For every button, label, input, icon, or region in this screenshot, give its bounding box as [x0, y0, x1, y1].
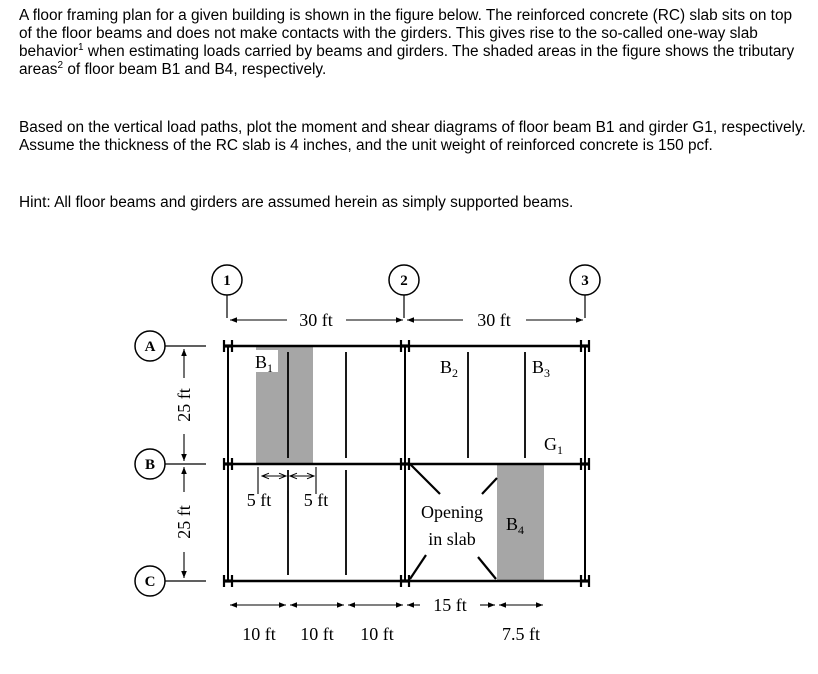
grid-bubble-3	[570, 265, 600, 318]
label-b4: $B_4$	[506, 514, 525, 537]
svg-text:Opening: Opening	[421, 502, 483, 522]
intro-text-c: of floor beam B1 and B4, respectively.	[63, 61, 327, 78]
svg-text:1: 1	[223, 273, 231, 289]
grid-bubble-1	[212, 265, 242, 318]
grid-bubble-2	[389, 265, 419, 318]
hint-text: Hint: All floor beams and girders are assumed herein as simply supported beams.	[19, 194, 574, 211]
intro-text-a: A floor framing plan for a given building is shown in the figure below. The reinforced concrete (RC) slab sits on top of the floor beams and does not make contacts with the girders. This gives rise to the so-called one-way slab behavior	[19, 7, 793, 60]
dim-bottom-10b: 10 ft	[300, 624, 334, 644]
label-g1: $G_1$	[544, 434, 563, 457]
intro-text-b: when estimating loads carried by beams and girders. The shaded areas in the figure shows the tributary areas	[19, 43, 795, 78]
svg-text:C: C	[144, 574, 156, 590]
grid-bubble-a	[135, 331, 206, 361]
dim-bottom-15: 15 ft	[433, 595, 467, 615]
dim-bottom-7-5: 7.5 ft	[502, 624, 540, 644]
label-b1	[254, 350, 278, 375]
dim-tributary-left: 5 ft	[246, 490, 272, 510]
grid-bubble-b	[135, 449, 206, 479]
opening-label	[412, 499, 494, 549]
svg-text:in slab: in slab	[428, 529, 476, 549]
grid-bubble-c	[135, 566, 206, 596]
dim-tributary-right: 5 ft	[303, 490, 329, 510]
dim-span-a-b: 25 ft	[174, 388, 194, 422]
task-text: Based on the vertical load paths, plot the moment and shear diagrams of floor beam B1 and girder G1, respectively. Assume the thickness of the RC slab is 4 inches, and the unit weight of reinforced concrete is 150 pcf.	[19, 119, 806, 154]
svg-text:B: B	[144, 457, 156, 473]
label-b2: $B_2$	[440, 357, 459, 380]
svg-text:2: 2	[400, 273, 408, 289]
dim-span-b-c: 25 ft	[174, 505, 194, 539]
dim-span-2-3: 30 ft	[477, 310, 511, 330]
dim-bottom-10a: 10 ft	[242, 624, 276, 644]
footnote-ref-2: 2	[57, 60, 64, 71]
dim-bottom-10c: 10 ft	[360, 624, 394, 644]
label-b3: $B_3$	[532, 357, 551, 380]
footnote-ref-1: 1	[78, 42, 84, 53]
svg-text:3: 3	[581, 273, 589, 289]
svg-text:A: A	[144, 339, 156, 355]
svg-text:B1: $B_1$	[255, 352, 274, 375]
dim-span-1-2: 30 ft	[299, 310, 333, 330]
